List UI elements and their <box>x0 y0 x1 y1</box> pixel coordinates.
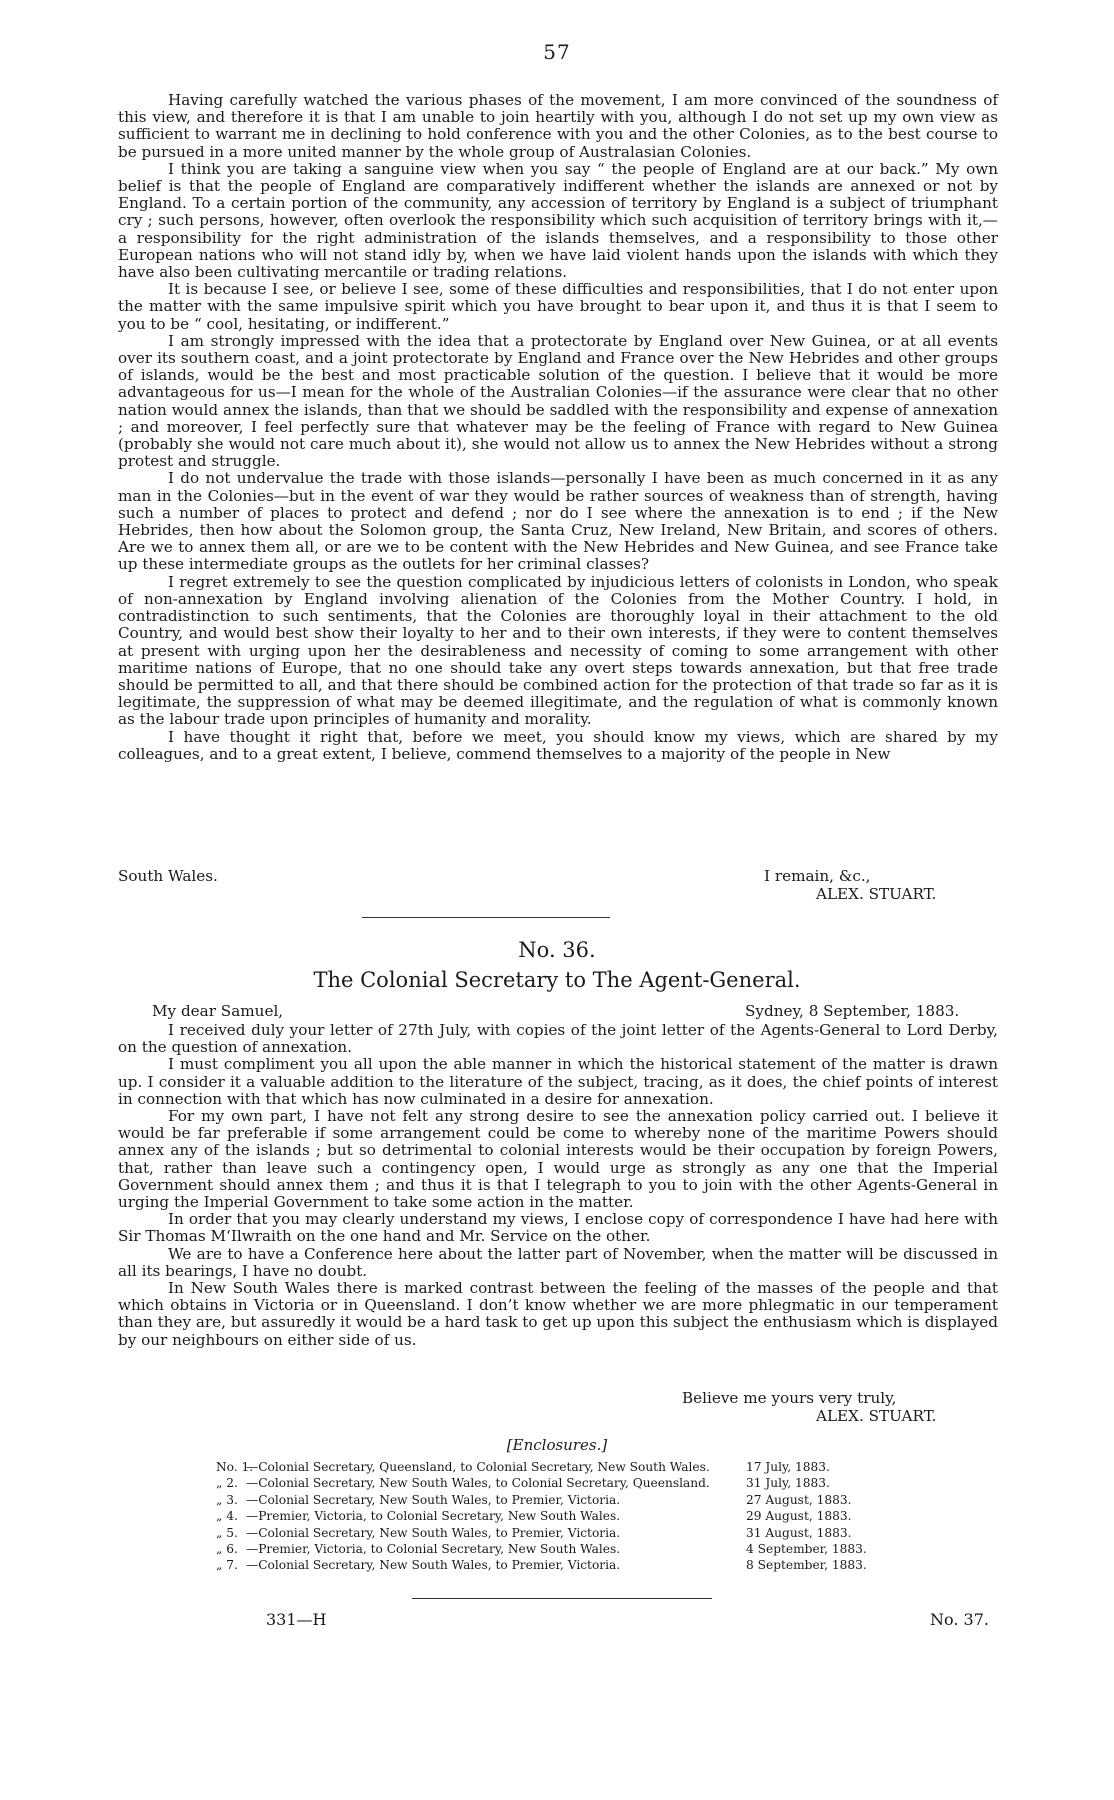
list-item <box>216 1508 867 1524</box>
enclosure-date: 8 September, 1883. <box>746 1558 867 1573</box>
enclosure-date: 27 August, 1883. <box>746 1492 852 1507</box>
enclosure-number: „ 4. <box>216 1509 238 1524</box>
closing-remain: I remain, &c., <box>764 867 871 885</box>
enclosures-heading: [Enclosures.] <box>506 1436 608 1454</box>
enclosure-description: —Premier, Victoria, to Colonial Secretary, New South Wales. <box>246 1509 621 1524</box>
enclosure-number: „ 2. <box>216 1476 238 1491</box>
letter-agent-general-body <box>118 1022 998 1349</box>
section-divider <box>362 917 610 918</box>
enclosure-number: „ 6. <box>216 1542 238 1557</box>
enclosure-description: —Colonial Secretary, New South Wales, to Premier, Victoria. <box>246 1492 621 1507</box>
enclosure-description: —Colonial Secretary, Queensland, to Colonial Secretary, New South Wales. <box>246 1460 710 1474</box>
closing-location: South Wales. <box>118 867 218 885</box>
paragraph: In New South Wales there is marked contrast between the feeling of the masses of the people and that which obtains in Victoria or in Queensland. I don’t know whether we are more phlegmatic in our temperament than they are, but assuredly it would be a hard task to get up upon this subject the enthusiasm which is displayed by our neighbours on either side of us. <box>118 1279 998 1349</box>
enclosure-description: —Colonial Secretary, New South Wales, to Colonial Secretary, Queensland. <box>246 1476 710 1491</box>
list-item <box>216 1459 867 1475</box>
salutation: My dear Samuel, <box>152 1002 284 1020</box>
paragraph: It is because I see, or believe I see, some of these difficulties and responsibilities, that I do not enter upon the matter with the same impulsive spirit which you have brought to bear upon it, and thus it is that I seem to you to be “ cool, hesitating, or indifferent.” <box>118 280 998 333</box>
list-item <box>216 1492 867 1508</box>
paragraph: I do not undervalue the trade with those islands—personally I have been as much concerned in it as any man in the Colonies—but in the event of war they would be rather sources of weakness than of strength, having such a number of places to protect and defend ; nor do I see where the annexation is to end ; if the New Hebrides, then how about the Solomon group, the Santa Cruz, New Ireland, New Britain, and scores of others. Are we to annex them all, or are we to be content with the New Hebrides and New Guinea, and see France take up these intermediate groups as the outlets for her criminal classes? <box>118 469 998 574</box>
enclosure-date: 17 July, 1883. <box>746 1460 830 1474</box>
paragraph: I have thought it right that, before we meet, you should know my views, which are shared by my colleagues, and to a great extent, I believe, commend themselves to a majority of the people in New <box>118 727 998 763</box>
paragraph: I think you are taking a sanguine view when you say “ the people of England are at our back.” My own belief is that the people of England are comparatively indifferent whether the islands are annexed or not by England. To a certain portion of the community, any accession of territory by England is a subject of triumphant cry ; such persons, however, often overlook the responsibility which such acquisition of territory brings with it,—a responsibility for the right administration of the islands themselves, and a responsibility to those other European nations who will not stand idly by, when we have laid violent hands upon the islands with which they have also been cultivating mercantile or trading relations. <box>118 159 998 282</box>
signature: ALEX. STUART. <box>816 885 937 903</box>
enclosure-date: 4 September, 1883. <box>746 1542 867 1557</box>
enclosure-number: No. 1. <box>216 1460 254 1474</box>
signature: ALEX. STUART. <box>816 1407 937 1425</box>
enclosure-number: „ 5. <box>216 1525 238 1540</box>
enclosure-number: „ 7. <box>216 1558 238 1573</box>
paragraph: I regret extremely to see the question complicated by injudicious letters of colonists in London, who speak of non-annexation by England involving alienation of the Colonies from the Mother Country. I hold, in contradistinction to such sentiments, that the Colonies are thoroughly loyal in their attachment to the old Country, and would best show their loyalty to her and to their own interests, if they were to content themselves at present with urging upon her the desirableness and necessity of coming to some arrangement with other maritime nations of Europe, that no one should take any overt steps towards annexation, but that free trade should be permitted to all, and that there should be combined action for the protection of that trade so far as it is legitimate, the suppression of what may be deemed illegitimate, and the regulation of what is commonly known as the labour trade upon principles of humanity and morality. <box>118 572 998 729</box>
enclosure-date: 31 August, 1883. <box>746 1525 852 1540</box>
enclosure-number: „ 3. <box>216 1492 238 1507</box>
page-number: 57 <box>543 40 571 64</box>
next-document-number: No. 37. <box>930 1610 989 1629</box>
paragraph: Having carefully watched the various phases of the movement, I am more convinced of the soundness of this view, and therefore it is that I am unable to join heartily with you, although I do not set up my own view as sufficient to warrant me in declining to hold conference with you and the other Colonies, as to the best course to be pursued in a more united manner by the whole group of Australasian Colonies. <box>118 91 998 161</box>
enclosure-description: —Colonial Secretary, New South Wales, to Premier, Victoria. <box>246 1525 621 1540</box>
paragraph: For my own part, I have not felt any strong desire to see the annexation policy carried out. I believe it would be far preferable if some arrangement could be come to whereby none of the maritime Powers should annex any of the islands ; but so detrimental to colonial interests would be their occupation by foreign Powers, that, rather than leave such a contingency open, I would urge as strongly as any one that the Imperial Government should annex them ; and thus it is that I telegraph to you to join with the other Agents-General in urging the Imperial Government to take some action in the matter. <box>118 1107 998 1212</box>
paragraph: I must compliment you all upon the able manner in which the historical statement of the matter is drawn up. I consider it a valuable addition to the literature of the subject, tracing, as it does, the chief points of interest in connection with that which has now culminated in a desire for annexation. <box>118 1055 998 1108</box>
enclosure-date: 29 August, 1883. <box>746 1509 852 1524</box>
footer-divider <box>412 1598 712 1599</box>
letter-stuart-body <box>118 92 998 763</box>
enclosure-description: —Premier, Victoria, to Colonial Secretary, New South Wales. <box>246 1542 621 1557</box>
document-title: The Colonial Secretary to The Agent-General. <box>313 968 801 992</box>
list-item <box>216 1525 867 1541</box>
document-number: No. 36. <box>518 938 596 962</box>
closing-believe-me: Believe me yours very truly, <box>682 1389 897 1407</box>
paragraph: I am strongly impressed with the idea that a protectorate by England over New Guinea, or at all events over its southern coast, and a joint protectorate by England and France over the New Hebrides and other groups of islands, would be the best and most practicable solution of the question. I believe that it would be more advantageous for us—I mean for the whole of the Australian Colonies—if the assurance were clear that no other nation would annex the islands, than that we should be saddled with the responsibility and expense of annexation ; and moreover, I feel perfectly sure that whatever may be the feeling of France with regard to New Guinea (probably she would not care much about it), she would not allow us to annex the New Hebrides without a strong protest and struggle. <box>118 331 998 471</box>
place-date: Sydney, 8 September, 1883. <box>745 1002 960 1020</box>
paragraph: I received duly your letter of 27th July, with copies of the joint letter of the Agents-General to Lord Derby, on the question of annexation. <box>118 1021 998 1057</box>
printer-reference: 331—H <box>266 1610 327 1629</box>
enclosure-date: 31 July, 1883. <box>746 1476 830 1491</box>
list-item <box>216 1541 867 1557</box>
list-item <box>216 1557 867 1573</box>
enclosures-list <box>216 1459 867 1574</box>
paragraph: We are to have a Conference here about the latter part of November, when the matter will be discussed in all its bearings, I have no doubt. <box>118 1244 998 1280</box>
paragraph: In order that you may clearly understand my views, I enclose copy of correspondence I have had here with Sir Thomas M‘Ilwraith on the one hand and Mr. Service on the other. <box>118 1210 998 1246</box>
enclosure-description: —Colonial Secretary, New South Wales, to Premier, Victoria. <box>246 1558 621 1573</box>
list-item <box>216 1475 867 1491</box>
